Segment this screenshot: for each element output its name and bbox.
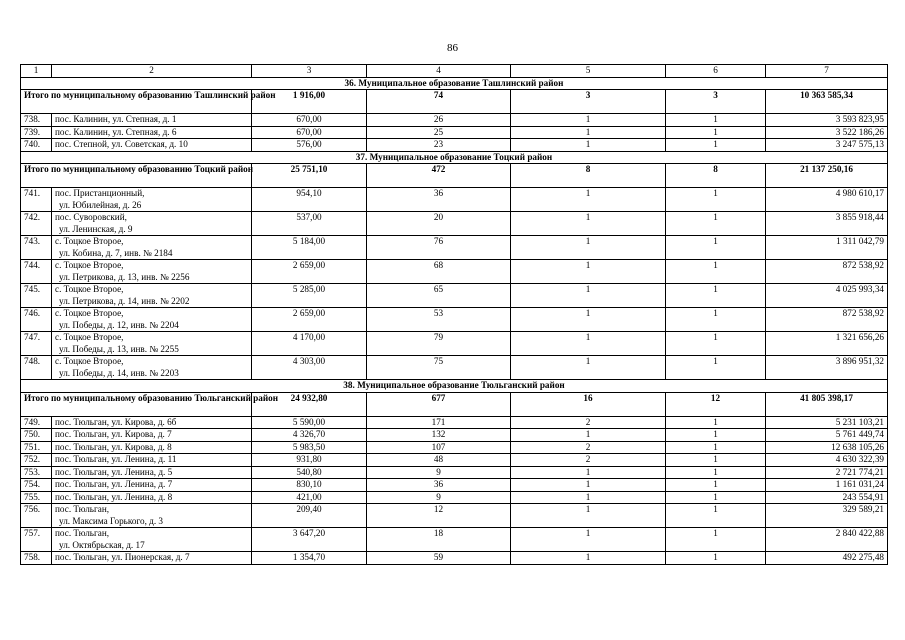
row-number: 743. xyxy=(21,236,52,260)
cost-cell: 492 275,48 xyxy=(766,552,888,565)
page-number: 86 xyxy=(447,42,458,54)
total-area: 25 751,10 xyxy=(252,164,367,188)
area-cell: 5 983,50 xyxy=(252,441,367,454)
col5-cell: 1 xyxy=(511,126,666,139)
total-cost: 21 137 250,16 xyxy=(766,164,888,188)
address-cell xyxy=(52,284,252,308)
col5-cell: 1 xyxy=(511,188,666,212)
area-cell: 670,00 xyxy=(252,126,367,139)
col5-cell: 1 xyxy=(511,212,666,236)
address-cell xyxy=(52,114,252,127)
col5-cell: 1 xyxy=(511,284,666,308)
total-cost: 10 363 585,34 xyxy=(766,90,888,114)
row-number: 745. xyxy=(21,284,52,308)
table-row xyxy=(21,260,888,284)
address-line-1: пос. Тюльган, ул. Ленина, д. 5 xyxy=(55,466,173,477)
address-line-1: пос. Суворовский, xyxy=(55,212,127,222)
col6-cell: 1 xyxy=(666,504,766,528)
address-line-1: пос. Степной, ул. Советская, д. 10 xyxy=(55,139,188,149)
row-number: 748. xyxy=(21,356,52,380)
total-label: Итого по муниципальному образованию Ташлинский район xyxy=(21,90,252,114)
address-cell xyxy=(52,139,252,152)
area-cell: 540,80 xyxy=(252,466,367,479)
col5-cell: 1 xyxy=(511,552,666,565)
row-number: 747. xyxy=(21,332,52,356)
col6-cell: 1 xyxy=(666,416,766,429)
residents-cell: 9 xyxy=(367,466,511,479)
col6-cell: 1 xyxy=(666,114,766,127)
table-row xyxy=(21,429,888,442)
address-cell xyxy=(52,308,252,332)
table-row xyxy=(21,188,888,212)
address-line-1: пос. Тюльган, xyxy=(55,504,110,514)
total-col5: 3 xyxy=(511,90,666,114)
table-row xyxy=(21,308,888,332)
cost-cell: 3 522 186,26 xyxy=(766,126,888,139)
address-line-1: пос. Тюльган, xyxy=(55,528,110,538)
table-row xyxy=(21,139,888,152)
row-number: 755. xyxy=(21,491,52,504)
address-cell xyxy=(52,212,252,236)
col6-cell: 1 xyxy=(666,212,766,236)
address-line-1: пос. Тюльган, ул. Кирова, д. 7 xyxy=(55,429,172,439)
address-line-1: пос. Тюльган, ул. Пионерская, д. 7 xyxy=(55,552,190,562)
address-line-1: пос. Тюльган, ул. Кирова, д. 8 xyxy=(55,441,172,452)
address-cell xyxy=(52,466,252,479)
row-number: 758. xyxy=(21,552,52,565)
row-number: 749. xyxy=(21,416,52,429)
total-col6: 3 xyxy=(666,90,766,114)
residents-cell: 75 xyxy=(367,356,511,380)
cost-cell: 243 554,91 xyxy=(766,491,888,504)
col5-cell: 1 xyxy=(511,308,666,332)
col5-cell: 1 xyxy=(511,528,666,552)
row-number: 754. xyxy=(21,479,52,492)
row-number: 738. xyxy=(21,114,52,127)
row-number: 752. xyxy=(21,454,52,467)
column-number-row xyxy=(21,65,888,78)
col5-cell: 1 xyxy=(511,114,666,127)
address-line-1: пос. Пристанционный, xyxy=(55,188,145,198)
cost-cell: 4 630 322,39 xyxy=(766,454,888,467)
cost-cell: 2 840 422,88 xyxy=(766,528,888,552)
residents-cell: 26 xyxy=(367,114,511,127)
cost-cell: 3 247 575,13 xyxy=(766,139,888,152)
table-row xyxy=(21,454,888,467)
cost-cell: 3 593 823,95 xyxy=(766,114,888,127)
address-line-2: ул. Петрикова, д. 13, инв. № 2256 xyxy=(59,271,190,282)
address-line-1: пос. Тюльган, ул. Кирова, д. 6б xyxy=(55,416,177,427)
address-cell xyxy=(52,491,252,504)
col6-cell: 1 xyxy=(666,139,766,152)
residents-cell: 36 xyxy=(367,479,511,492)
col6-cell: 1 xyxy=(666,308,766,332)
area-cell: 576,00 xyxy=(252,139,367,152)
total-residents: 74 xyxy=(367,90,511,114)
address-cell xyxy=(52,260,252,284)
address-cell xyxy=(52,504,252,528)
table-row xyxy=(21,284,888,308)
section-title: 38. Муниципальное образование Тюльганский район xyxy=(21,380,888,393)
col6-cell: 1 xyxy=(666,236,766,260)
address-line-1: пос. Калинин, ул. Степная, д. 6 xyxy=(55,126,177,137)
area-cell: 421,00 xyxy=(252,491,367,504)
residents-cell: 48 xyxy=(367,454,511,467)
total-cost: 41 805 398,17 xyxy=(766,392,888,416)
col5-cell: 1 xyxy=(511,504,666,528)
col6-cell: 1 xyxy=(666,188,766,212)
area-cell: 537,00 xyxy=(252,212,367,236)
area-cell: 4 170,00 xyxy=(252,332,367,356)
table-row xyxy=(21,491,888,504)
address-line-1: пос. Тюльган, ул. Ленина, д. 11 xyxy=(55,454,177,464)
address-line-2: ул. Октябрьская, д. 17 xyxy=(59,539,145,550)
row-number: 751. xyxy=(21,441,52,454)
address-cell xyxy=(52,356,252,380)
total-residents: 472 xyxy=(367,164,511,188)
address-line-2: ул. Максима Горького, д. 3 xyxy=(59,515,164,526)
cost-cell: 329 589,21 xyxy=(766,504,888,528)
residents-cell: 107 xyxy=(367,441,511,454)
area-cell: 931,80 xyxy=(252,454,367,467)
residents-cell: 20 xyxy=(367,212,511,236)
residents-cell: 25 xyxy=(367,126,511,139)
total-col5: 8 xyxy=(511,164,666,188)
table-row xyxy=(21,479,888,492)
section-title: 36. Муниципальное образование Ташлинский район xyxy=(21,77,888,90)
address-line-1: с. Тоцкое Второе, xyxy=(55,260,124,270)
row-number: 757. xyxy=(21,528,52,552)
cost-cell: 5 761 449,74 xyxy=(766,429,888,442)
area-cell: 209,40 xyxy=(252,504,367,528)
table-row xyxy=(21,114,888,127)
address-cell xyxy=(52,236,252,260)
col6-cell: 1 xyxy=(666,552,766,565)
residents-cell: 132 xyxy=(367,429,511,442)
column-number-cell: 2 xyxy=(52,65,252,78)
residents-cell: 59 xyxy=(367,552,511,565)
row-number: 753. xyxy=(21,466,52,479)
row-number: 746. xyxy=(21,308,52,332)
col6-cell: 1 xyxy=(666,429,766,442)
col6-cell: 1 xyxy=(666,491,766,504)
col5-cell: 1 xyxy=(511,260,666,284)
cost-cell: 2 721 774,21 xyxy=(766,466,888,479)
address-line-2: ул. Петрикова, д. 14, инв. № 2202 xyxy=(59,295,190,306)
table-row xyxy=(21,466,888,479)
residents-cell: 171 xyxy=(367,416,511,429)
residents-cell: 36 xyxy=(367,188,511,212)
address-line-1: пос. Тюльган, ул. Ленина, д. 7 xyxy=(55,479,173,489)
col5-cell: 1 xyxy=(511,479,666,492)
address-cell xyxy=(52,126,252,139)
total-row xyxy=(21,392,888,416)
area-cell: 954,10 xyxy=(252,188,367,212)
column-number-cell: 4 xyxy=(367,65,511,78)
area-cell: 2 659,00 xyxy=(252,260,367,284)
address-line-1: с. Тоцкое Второе, xyxy=(55,356,124,366)
area-cell: 5 184,00 xyxy=(252,236,367,260)
col5-cell: 1 xyxy=(511,491,666,504)
residents-cell: 18 xyxy=(367,528,511,552)
row-number: 739. xyxy=(21,126,52,139)
address-line-1: с. Тоцкое Второе, xyxy=(55,332,124,342)
residents-cell: 9 xyxy=(367,491,511,504)
address-line-2: ул. Победы, д. 13, инв. № 2255 xyxy=(59,343,179,354)
table-row xyxy=(21,441,888,454)
address-line-1: пос. Калинин, ул. Степная, д. 1 xyxy=(55,114,177,124)
row-number: 756. xyxy=(21,504,52,528)
residents-cell: 79 xyxy=(367,332,511,356)
cost-cell: 1 161 031,24 xyxy=(766,479,888,492)
address-cell xyxy=(52,188,252,212)
cost-cell: 1 321 656,26 xyxy=(766,332,888,356)
total-row xyxy=(21,164,888,188)
area-cell: 3 647,20 xyxy=(252,528,367,552)
col6-cell: 1 xyxy=(666,454,766,467)
row-number: 741. xyxy=(21,188,52,212)
area-cell: 4 303,00 xyxy=(252,356,367,380)
section-title: 37. Муниципальное образование Тоцкий район xyxy=(21,151,888,164)
cost-cell: 4 025 993,34 xyxy=(766,284,888,308)
total-label: Итого по муниципальному образованию Тоцкий район xyxy=(21,164,252,188)
address-line-1: с. Тоцкое Второе, xyxy=(55,236,124,246)
residents-cell: 53 xyxy=(367,308,511,332)
col5-cell: 1 xyxy=(511,356,666,380)
col6-cell: 1 xyxy=(666,441,766,454)
address-cell xyxy=(52,429,252,442)
column-number-cell: 7 xyxy=(766,65,888,78)
total-residents: 677 xyxy=(367,392,511,416)
row-number: 744. xyxy=(21,260,52,284)
cost-cell: 3 855 918,44 xyxy=(766,212,888,236)
col5-cell: 2 xyxy=(511,454,666,467)
address-cell xyxy=(52,441,252,454)
col5-cell: 1 xyxy=(511,466,666,479)
area-cell: 5 590,00 xyxy=(252,416,367,429)
table-row xyxy=(21,528,888,552)
address-line-1: с. Тоцкое Второе, xyxy=(55,308,124,318)
table-row xyxy=(21,236,888,260)
address-line-2: ул. Победы, д. 14, инв. № 2203 xyxy=(59,367,179,378)
table-row xyxy=(21,212,888,236)
column-number-cell: 1 xyxy=(21,65,52,78)
cost-cell: 4 980 610,17 xyxy=(766,188,888,212)
address-cell xyxy=(52,552,252,565)
table-row xyxy=(21,126,888,139)
area-cell: 670,00 xyxy=(252,114,367,127)
table-row xyxy=(21,356,888,380)
total-area: 1 916,00 xyxy=(252,90,367,114)
total-col6: 12 xyxy=(666,392,766,416)
col6-cell: 1 xyxy=(666,528,766,552)
col5-cell: 2 xyxy=(511,441,666,454)
col6-cell: 1 xyxy=(666,356,766,380)
housing-table xyxy=(20,64,888,565)
area-cell: 2 659,00 xyxy=(252,308,367,332)
area-cell: 1 354,70 xyxy=(252,552,367,565)
column-number-cell: 6 xyxy=(666,65,766,78)
address-line-1: с. Тоцкое Второе, xyxy=(55,284,124,294)
row-number: 740. xyxy=(21,139,52,152)
col5-cell: 2 xyxy=(511,416,666,429)
address-line-2: ул. Юбилейная, д. 26 xyxy=(59,199,142,210)
col6-cell: 1 xyxy=(666,466,766,479)
address-line-2: ул. Ленинская, д. 9 xyxy=(59,223,133,234)
address-cell xyxy=(52,454,252,467)
address-cell xyxy=(52,479,252,492)
table-row xyxy=(21,504,888,528)
row-number: 742. xyxy=(21,212,52,236)
address-line-1: пос. Тюльган, ул. Ленина, д. 8 xyxy=(55,491,173,502)
table-row xyxy=(21,552,888,565)
address-line-2: ул. Победы, д. 12, инв. № 2204 xyxy=(59,319,179,330)
col5-cell: 1 xyxy=(511,236,666,260)
total-label: Итого по муниципальному образованию Тюльганский район xyxy=(21,392,252,416)
col6-cell: 1 xyxy=(666,126,766,139)
table-row xyxy=(21,332,888,356)
cost-cell: 12 638 105,26 xyxy=(766,441,888,454)
residents-cell: 68 xyxy=(367,260,511,284)
address-cell xyxy=(52,416,252,429)
column-number-cell: 5 xyxy=(511,65,666,78)
residents-cell: 65 xyxy=(367,284,511,308)
cost-cell: 872 538,92 xyxy=(766,308,888,332)
row-number: 750. xyxy=(21,429,52,442)
cost-cell: 1 311 042,79 xyxy=(766,236,888,260)
residents-cell: 12 xyxy=(367,504,511,528)
section-header-row xyxy=(21,380,888,393)
address-line-2: ул. Кобина, д. 7, инв. № 2184 xyxy=(59,247,173,258)
col6-cell: 1 xyxy=(666,332,766,356)
area-cell: 5 285,00 xyxy=(252,284,367,308)
col5-cell: 1 xyxy=(511,429,666,442)
residents-cell: 23 xyxy=(367,139,511,152)
cost-cell: 5 231 103,21 xyxy=(766,416,888,429)
total-area: 24 932,80 xyxy=(252,392,367,416)
table-row xyxy=(21,416,888,429)
col6-cell: 1 xyxy=(666,479,766,492)
section-header-row xyxy=(21,151,888,164)
col6-cell: 1 xyxy=(666,284,766,308)
cost-cell: 3 896 951,32 xyxy=(766,356,888,380)
area-cell: 4 326,70 xyxy=(252,429,367,442)
column-number-cell: 3 xyxy=(252,65,367,78)
col5-cell: 1 xyxy=(511,332,666,356)
total-col5: 16 xyxy=(511,392,666,416)
total-col6: 8 xyxy=(666,164,766,188)
address-cell xyxy=(52,528,252,552)
residents-cell: 76 xyxy=(367,236,511,260)
col5-cell: 1 xyxy=(511,139,666,152)
address-cell xyxy=(52,332,252,356)
section-header-row xyxy=(21,77,888,90)
cost-cell: 872 538,92 xyxy=(766,260,888,284)
area-cell: 830,10 xyxy=(252,479,367,492)
total-row xyxy=(21,90,888,114)
col6-cell: 1 xyxy=(666,260,766,284)
